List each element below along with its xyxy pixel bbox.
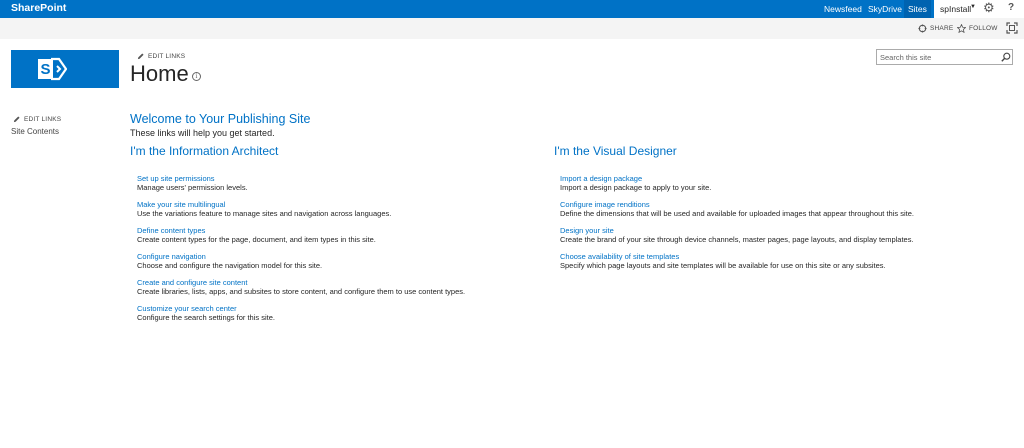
- suite-link-sites[interactable]: Sites: [904, 0, 931, 18]
- link-description: Specify which page layouts and site templates will be available for use on this site or any subsites.: [560, 261, 886, 270]
- help-icon[interactable]: ?: [1008, 2, 1015, 13]
- welcome-subtitle: These links will help you get started.: [130, 128, 275, 138]
- info-icon[interactable]: i: [192, 72, 201, 81]
- search-icon[interactable]: [1001, 52, 1011, 62]
- list-item: [560, 252, 886, 271]
- follow-button[interactable]: [957, 22, 998, 35]
- search-input[interactable]: [880, 51, 998, 63]
- link-customize-search-center[interactable]: Customize your search center: [137, 304, 237, 313]
- link-import-design-package[interactable]: Import a design package: [560, 174, 643, 183]
- page-title: Home: [130, 61, 189, 86]
- link-define-content-types[interactable]: Define content types: [137, 226, 206, 235]
- ribbon-row: [0, 18, 1024, 39]
- site-logo[interactable]: [11, 50, 119, 88]
- share-label: SHARE: [930, 25, 954, 32]
- link-description: Manage users' permission levels.: [137, 183, 248, 192]
- link-configure-navigation[interactable]: Configure navigation: [137, 252, 206, 261]
- link-description: Create content types for the page, document, and item types in this site.: [137, 235, 376, 244]
- link-create-site-content[interactable]: Create and configure site content: [137, 278, 248, 287]
- list-item: [137, 174, 248, 193]
- brand-link[interactable]: SharePoint: [11, 2, 67, 14]
- list-item: [137, 304, 275, 323]
- link-description: Create libraries, lists, apps, and subsites to store content, and configure them to use content types.: [137, 287, 466, 296]
- share-icon: [918, 24, 927, 33]
- edit-links-label: EDIT LINKS: [148, 52, 186, 60]
- link-make-multilingual[interactable]: Make your site multilingual: [137, 200, 226, 209]
- list-item: [560, 226, 914, 245]
- chevron-down-icon[interactable]: ▼: [970, 4, 976, 10]
- user-name[interactable]: spInstall: [940, 4, 972, 14]
- list-item: [560, 174, 711, 193]
- welcome-title: Welcome to Your Publishing Site: [130, 112, 311, 126]
- column-heading-architect: I'm the Information Architect: [130, 144, 279, 158]
- link-configure-image-renditions[interactable]: Configure image renditions: [560, 200, 650, 209]
- link-description: Import a design package to apply to your site.: [560, 183, 712, 192]
- suite-link-newsfeed[interactable]: Newsfeed: [824, 4, 862, 14]
- sharepoint-logo-icon: [37, 56, 67, 82]
- edit-links-nav-label: EDIT LINKS: [24, 115, 62, 123]
- focus-on-content-icon[interactable]: [1006, 22, 1018, 34]
- pencil-icon: [13, 116, 20, 123]
- list-item: [137, 226, 376, 245]
- link-description: Choose and configure the navigation model for this site.: [137, 261, 323, 270]
- follow-label: FOLLOW: [969, 25, 998, 32]
- settings-gear-icon[interactable]: ⚙: [983, 0, 995, 15]
- link-design-your-site[interactable]: Design your site: [560, 226, 614, 235]
- svg-text:S: S: [40, 61, 51, 78]
- list-item: [137, 200, 391, 219]
- column-heading-designer: I'm the Visual Designer: [554, 144, 677, 158]
- search-box: [876, 49, 1013, 65]
- share-button[interactable]: [918, 22, 953, 35]
- nav-item-site-contents[interactable]: Site Contents: [11, 127, 60, 136]
- list-item: [137, 278, 465, 297]
- user-menu[interactable]: [934, 0, 1024, 18]
- suite-bar: [0, 0, 1024, 18]
- link-description: Create the brand of your site through device channels, master pages, page layouts, and display templates.: [560, 235, 914, 244]
- pencil-icon: [137, 53, 144, 60]
- list-item: [137, 252, 322, 271]
- link-description: Configure the search settings for this site.: [137, 313, 275, 322]
- suite-link-skydrive[interactable]: SkyDrive: [868, 4, 903, 14]
- link-description: Define the dimensions that will be used and available for uploaded images that appear throughout this site.: [560, 209, 914, 218]
- edit-links-top[interactable]: [137, 51, 185, 61]
- edit-links-nav[interactable]: [13, 114, 61, 124]
- link-site-templates-availability[interactable]: Choose availability of site templates: [560, 252, 680, 261]
- link-description: Use the variations feature to manage sites and navigation across languages.: [137, 209, 392, 218]
- list-item: [560, 200, 914, 219]
- star-icon: [957, 24, 966, 33]
- link-set-up-permissions[interactable]: Set up site permissions: [137, 174, 215, 183]
